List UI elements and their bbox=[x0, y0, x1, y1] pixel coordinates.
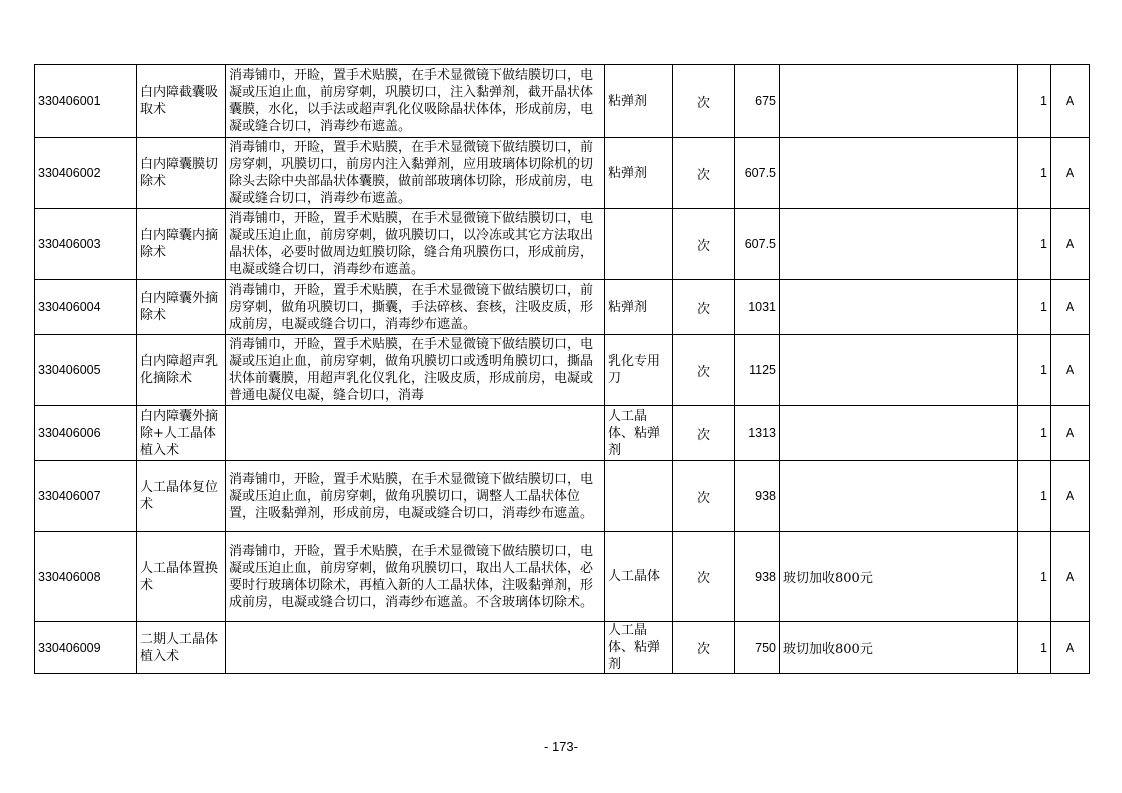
table-row bbox=[35, 335, 1090, 406]
page-number: - 173- bbox=[544, 739, 578, 754]
item-content-cell bbox=[226, 532, 605, 622]
item-name-cell: 白内障囊内摘除术 bbox=[137, 209, 226, 280]
ratio-cell: 1 bbox=[1018, 65, 1051, 138]
category-cell: A bbox=[1051, 406, 1090, 461]
item-content-text: 消毒铺巾，开睑，置手术贴膜，在手术显微镜下做结膜切口，前房穿刺，做角巩膜切口，撕囊，手法碎核、套核，注吸皮质，形成前房，电凝或缝合切口，消毒纱布遮盖。 bbox=[229, 282, 594, 332]
excluded-material-cell: 粘弹剂 bbox=[605, 280, 673, 335]
item-name-cell: 人工晶体置换术 bbox=[137, 532, 226, 622]
item-content-cell bbox=[226, 209, 605, 280]
item-name-cell: 白内障囊外摘除术 bbox=[137, 280, 226, 335]
item-content-text: 消毒铺巾，开睑，置手术贴膜，在手术显微镜下做结膜切口，电凝或压迫止血，前房穿刺，做角巩膜切口，取出人工晶状体，必要时行玻璃体切除术，再植入新的人工晶状体，注吸黏弹剂，形成前房，电凝或缝合切口，消毒纱布遮盖。不含玻璃体切除术。 bbox=[229, 543, 594, 610]
unit-cell: 次 bbox=[673, 280, 735, 335]
item-name-cell: 白内障囊外摘除+人工晶体植入术 bbox=[137, 406, 226, 461]
note-cell: 玻切加收800元 bbox=[780, 622, 1018, 674]
ratio-cell: 1 bbox=[1018, 461, 1051, 532]
excluded-material-cell: 人工晶体、粘弹剂 bbox=[605, 622, 673, 674]
price-cell: 1125 bbox=[735, 335, 780, 406]
item-content-text: 消毒铺巾，开睑，置手术贴膜，在手术显微镜下做结膜切口，前房穿刺，巩膜切口，前房内注入黏弹剂，应用玻璃体切除机的切除头去除中央部晶状体囊膜，做前部玻璃体切除，形成前房，电凝或缝合切口，消毒纱布遮盖。 bbox=[229, 140, 594, 206]
item-code-cell: 330406009 bbox=[35, 622, 137, 674]
category-cell: A bbox=[1051, 335, 1090, 406]
table-row bbox=[35, 65, 1090, 138]
item-name-cell: 白内障超声乳化摘除术 bbox=[137, 335, 226, 406]
ratio-cell: 1 bbox=[1018, 138, 1051, 209]
unit-cell: 次 bbox=[673, 622, 735, 674]
price-cell: 1031 bbox=[735, 280, 780, 335]
item-content-cell bbox=[226, 138, 605, 209]
item-code-cell: 330406005 bbox=[35, 335, 137, 406]
excluded-material-cell: 人工晶体 bbox=[605, 532, 673, 622]
ratio-cell: 1 bbox=[1018, 622, 1051, 674]
category-cell: A bbox=[1051, 209, 1090, 280]
table-row bbox=[35, 138, 1090, 209]
category-cell: A bbox=[1051, 532, 1090, 622]
note-cell bbox=[780, 209, 1018, 280]
unit-cell: 次 bbox=[673, 461, 735, 532]
item-code-cell: 330406008 bbox=[35, 532, 137, 622]
category-cell: A bbox=[1051, 280, 1090, 335]
item-code-cell: 330406003 bbox=[35, 209, 137, 280]
price-cell: 938 bbox=[735, 532, 780, 622]
price-cell: 607.5 bbox=[735, 138, 780, 209]
note-cell bbox=[780, 280, 1018, 335]
table-row bbox=[35, 532, 1090, 622]
excluded-material-cell: 粘弹剂 bbox=[605, 65, 673, 138]
price-cell: 1313 bbox=[735, 406, 780, 461]
category-cell: A bbox=[1051, 461, 1090, 532]
item-code-cell: 330406001 bbox=[35, 65, 137, 138]
price-cell: 750 bbox=[735, 622, 780, 674]
category-cell: A bbox=[1051, 622, 1090, 674]
item-content-cell bbox=[226, 461, 605, 532]
item-name-cell: 人工晶体复位术 bbox=[137, 461, 226, 532]
price-cell: 938 bbox=[735, 461, 780, 532]
item-content-text: 消毒铺巾，开睑，置手术贴膜，在手术显微镜下做结膜切口，电凝或压迫止血，前房穿刺，做角巩膜切口，调整人工晶状体位置，注吸黏弹剂，形成前房，电凝或缝合切口，消毒纱布遮盖。 bbox=[229, 471, 594, 521]
table-row bbox=[35, 209, 1090, 280]
ratio-cell: 1 bbox=[1018, 406, 1051, 461]
table-row bbox=[35, 461, 1090, 532]
item-content-cell bbox=[226, 280, 605, 335]
category-cell: A bbox=[1051, 65, 1090, 138]
item-code-cell: 330406004 bbox=[35, 280, 137, 335]
price-cell: 607.5 bbox=[735, 209, 780, 280]
note-cell bbox=[780, 406, 1018, 461]
excluded-material-cell bbox=[605, 209, 673, 280]
ratio-cell: 1 bbox=[1018, 280, 1051, 335]
item-content-cell bbox=[226, 622, 605, 674]
excluded-material-cell: 乳化专用刀 bbox=[605, 335, 673, 406]
note-cell bbox=[780, 138, 1018, 209]
excluded-material-cell: 粘弹剂 bbox=[605, 138, 673, 209]
item-name-cell: 白内障囊膜切除术 bbox=[137, 138, 226, 209]
table-row bbox=[35, 622, 1090, 674]
table-row bbox=[35, 406, 1090, 461]
unit-cell: 次 bbox=[673, 138, 735, 209]
table-row bbox=[35, 280, 1090, 335]
note-cell bbox=[780, 65, 1018, 138]
item-content-cell bbox=[226, 335, 605, 406]
ratio-cell: 1 bbox=[1018, 209, 1051, 280]
fee-table bbox=[34, 64, 1090, 674]
unit-cell: 次 bbox=[673, 532, 735, 622]
excluded-material-cell: 人工晶体、粘弹剂 bbox=[605, 406, 673, 461]
item-code-cell: 330406007 bbox=[35, 461, 137, 532]
item-content-cell bbox=[226, 65, 605, 138]
item-content-text: 消毒铺巾，开睑，置手术贴膜，在手术显微镜下做结膜切口，电凝或压迫止血，前房穿刺，巩膜切口，注入黏弹剂，截开晶状体囊膜，水化，以手法或超声乳化仪吸除晶状体体，形成前房，电凝或缝合切口，消毒纱布遮盖。 bbox=[229, 68, 594, 134]
unit-cell: 次 bbox=[673, 65, 735, 138]
note-cell bbox=[780, 461, 1018, 532]
item-content-cell bbox=[226, 406, 605, 461]
unit-cell: 次 bbox=[673, 406, 735, 461]
ratio-cell: 1 bbox=[1018, 532, 1051, 622]
item-code-cell: 330406006 bbox=[35, 406, 137, 461]
note-cell: 玻切加收800元 bbox=[780, 532, 1018, 622]
ratio-cell: 1 bbox=[1018, 335, 1051, 406]
item-content-text: 消毒铺巾，开睑，置手术贴膜，在手术显微镜下做结膜切口，电凝或压迫止血，前房穿刺，做巩膜切口，以冷冻或其它方法取出晶状体，必要时做周边虹膜切除，缝合角巩膜伤口，形成前房，电凝或缝合切口，消毒纱布遮盖。 bbox=[229, 211, 594, 277]
unit-cell: 次 bbox=[673, 335, 735, 406]
excluded-material-cell bbox=[605, 461, 673, 532]
note-cell bbox=[780, 335, 1018, 406]
fee-table-body bbox=[35, 65, 1090, 674]
item-name-cell: 白内障截囊吸取术 bbox=[137, 65, 226, 138]
item-name-cell: 二期人工晶体植入术 bbox=[137, 622, 226, 674]
item-content-text: 消毒铺巾，开睑，置手术贴膜，在手术显微镜下做结膜切口，电凝或压迫止血，前房穿刺，做角巩膜切口或透明角膜切口，撕晶状体前囊膜，用超声乳化仪乳化，注吸皮质，形成前房，电凝或普通电凝仪电凝，缝合切口，消毒 bbox=[229, 337, 594, 403]
price-cell: 675 bbox=[735, 65, 780, 138]
category-cell: A bbox=[1051, 138, 1090, 209]
unit-cell: 次 bbox=[673, 209, 735, 280]
item-code-cell: 330406002 bbox=[35, 138, 137, 209]
